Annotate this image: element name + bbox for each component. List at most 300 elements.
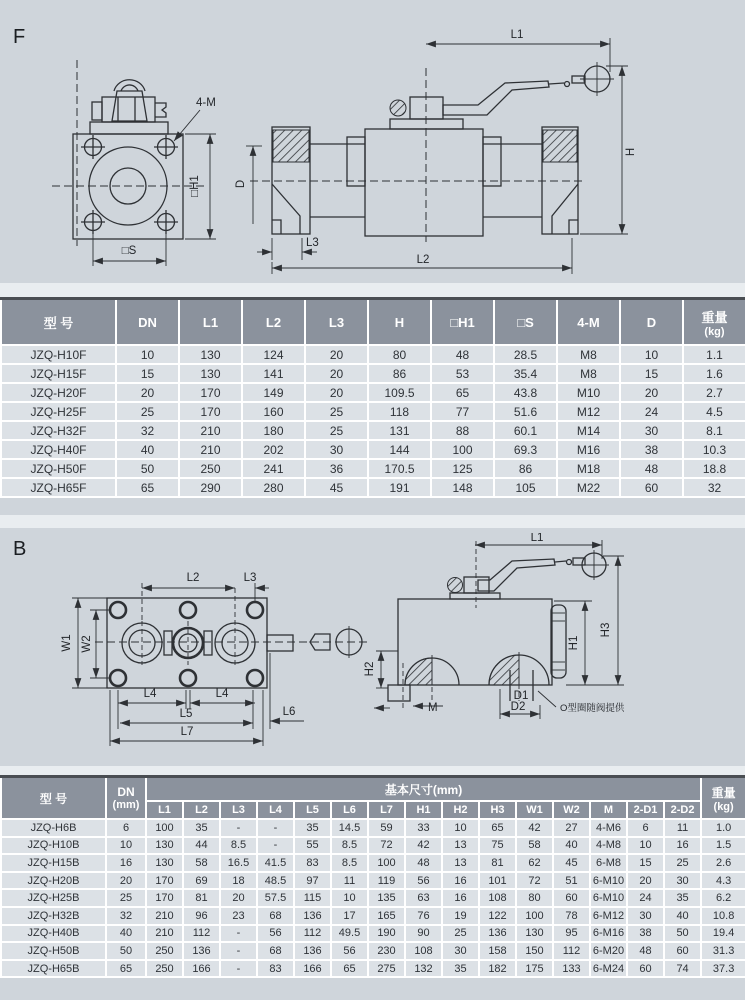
col-header-l1: L1	[179, 299, 242, 346]
dim-label-b-l6: L6	[282, 706, 296, 718]
col-header-m: M	[590, 801, 627, 819]
table-cell: 10	[331, 889, 368, 907]
table-cell: 35.4	[494, 364, 557, 383]
table-cell: 20	[305, 383, 368, 402]
table-cell: 25	[305, 402, 368, 421]
table-cell: 250	[146, 942, 183, 960]
table-f-body	[1, 345, 745, 497]
table-cell: 28.5	[494, 345, 557, 364]
table-cell: 35	[183, 819, 220, 837]
table-cell: M22	[557, 478, 620, 497]
table-cell: 20	[305, 364, 368, 383]
table-cell: 25	[106, 889, 146, 907]
col-header-square-h1: □H1	[431, 299, 494, 346]
table-cell: 88	[431, 421, 494, 440]
table-cell: -	[257, 837, 294, 855]
table-cell: 1.6	[683, 364, 745, 383]
table-cell: 63	[405, 889, 442, 907]
table-cell: 135	[368, 889, 405, 907]
table-cell: JZQ-H15F	[1, 364, 116, 383]
table-cell: 40	[553, 837, 590, 855]
table-row	[1, 925, 745, 943]
table-cell: 4.5	[683, 402, 745, 421]
table-cell: 25	[116, 402, 179, 421]
table-cell: 48	[431, 345, 494, 364]
dn-unit: (mm)	[112, 799, 140, 811]
section-divider	[0, 283, 745, 297]
b-top-view	[61, 572, 370, 746]
table-cell: -	[220, 925, 257, 943]
col-header-l1: L1	[146, 801, 183, 819]
table-cell: 125	[431, 459, 494, 478]
col-header-l3: L3	[220, 801, 257, 819]
table-cell: 96	[183, 907, 220, 925]
table-cell: JZQ-H32F	[1, 421, 116, 440]
col-header-l5: L5	[294, 801, 331, 819]
table-cell: 175	[516, 960, 553, 978]
table-cell: 68	[257, 942, 294, 960]
table-cell: 56	[257, 925, 294, 943]
table-cell: JZQ-H50B	[1, 942, 106, 960]
table-row	[1, 889, 745, 907]
table-cell: 112	[553, 942, 590, 960]
table-cell: 72	[368, 837, 405, 855]
table-row	[1, 854, 745, 872]
table-cell: 10	[627, 837, 664, 855]
table-cell: 6	[627, 819, 664, 837]
table-cell: 59	[368, 819, 405, 837]
section-b-label: B	[13, 538, 27, 560]
table-cell: 60	[627, 960, 664, 978]
table-cell: 42	[405, 837, 442, 855]
table-cell: 13	[442, 854, 479, 872]
table-row	[1, 345, 745, 364]
table-cell: 58	[516, 837, 553, 855]
table-cell: 27	[553, 819, 590, 837]
dim-label-b-l7: L7	[180, 726, 194, 738]
table-cell: 148	[431, 478, 494, 497]
table-cell: 32	[106, 907, 146, 925]
table-cell: 30	[620, 421, 683, 440]
table-cell: 6.2	[701, 889, 745, 907]
table-cell: 130	[146, 854, 183, 872]
table-cell: JZQ-H10F	[1, 345, 116, 364]
table-cell: 60	[620, 478, 683, 497]
col-header-4m: 4-M	[557, 299, 620, 346]
table-cell: 65	[106, 960, 146, 978]
table-cell: 37.3	[701, 960, 745, 978]
table-cell: 15	[620, 364, 683, 383]
col-header-model: 型 号	[1, 777, 106, 820]
table-cell: M14	[557, 421, 620, 440]
table-cell: 144	[368, 440, 431, 459]
col-header-square-s: □S	[494, 299, 557, 346]
table-cell: 32	[683, 478, 745, 497]
table-cell: 10	[442, 819, 479, 837]
table-cell: 38	[620, 440, 683, 459]
table-cell: 16	[106, 854, 146, 872]
dim-label-f-h: H	[625, 147, 637, 157]
table-cell: 210	[146, 907, 183, 925]
table-cell: 112	[294, 925, 331, 943]
table-cell: 16.5	[220, 854, 257, 872]
table-row	[1, 402, 745, 421]
table-cell: M8	[557, 345, 620, 364]
diagram-f	[0, 24, 745, 284]
table-cell: 16	[442, 872, 479, 890]
table-cell: 19.4	[701, 925, 745, 943]
table-cell: 97	[294, 872, 331, 890]
col-header-w1: W1	[516, 801, 553, 819]
dim-label-b-h1: H1	[568, 635, 580, 651]
table-cell: 81	[479, 854, 516, 872]
table-cell: 16	[664, 837, 701, 855]
table-cell: 50	[664, 925, 701, 943]
table-cell: 25	[664, 854, 701, 872]
table-row	[1, 478, 745, 497]
table-cell: 20	[627, 872, 664, 890]
table-b-header-row1	[1, 777, 745, 802]
table-cell: 65	[479, 819, 516, 837]
table-cell: JZQ-H15B	[1, 854, 106, 872]
table-cell: 10	[116, 345, 179, 364]
col-header-l7: L7	[368, 801, 405, 819]
table-cell: JZQ-H20F	[1, 383, 116, 402]
weight-label: 重量	[711, 785, 736, 800]
weight-label: 重量	[701, 309, 728, 325]
table-cell: 250	[146, 960, 183, 978]
dim-label-b-w2: W2	[81, 635, 93, 653]
section-f-label: F	[13, 26, 26, 48]
table-cell: 60.1	[494, 421, 557, 440]
table-cell: 25	[442, 925, 479, 943]
dim-label-b-l2: L2	[186, 572, 200, 584]
table-cell: 15	[116, 364, 179, 383]
table-cell: 101	[479, 872, 516, 890]
table-cell: 8.5	[331, 837, 368, 855]
table-cell: 90	[405, 925, 442, 943]
table-cell: 150	[516, 942, 553, 960]
table-cell: 56	[405, 872, 442, 890]
table-cell: 18.8	[683, 459, 745, 478]
table-cell: 122	[479, 907, 516, 925]
table-cell: 130	[179, 364, 242, 383]
table-cell: 40	[106, 925, 146, 943]
table-cell: 69	[183, 872, 220, 890]
dim-label-b-l3: L3	[243, 572, 257, 584]
table-cell: 130	[516, 925, 553, 943]
col-header-w2: W2	[553, 801, 590, 819]
table-row	[1, 421, 745, 440]
table-cell: 65	[331, 960, 368, 978]
table-cell: 2.6	[701, 854, 745, 872]
table-cell: 6-M16	[590, 925, 627, 943]
table-cell: -	[220, 960, 257, 978]
table-cell: 170	[179, 383, 242, 402]
table-cell: 83	[257, 960, 294, 978]
table-cell: 141	[242, 364, 305, 383]
table-row	[1, 960, 745, 978]
dim-label-f-l3: L3	[306, 237, 319, 249]
table-cell: 10	[106, 837, 146, 855]
table-cell: 20	[116, 383, 179, 402]
table-row	[1, 942, 745, 960]
table-cell: 68	[257, 907, 294, 925]
table-cell: 77	[431, 402, 494, 421]
section-divider	[0, 766, 745, 775]
table-cell: 43.8	[494, 383, 557, 402]
table-row	[1, 907, 745, 925]
dim-label-f-l1: L1	[510, 29, 524, 41]
table-cell: M16	[557, 440, 620, 459]
table-cell: 76	[405, 907, 442, 925]
table-cell: 65	[431, 383, 494, 402]
table-cell: 38	[627, 925, 664, 943]
dim-label-4m: 4-M	[196, 97, 216, 109]
table-cell: 50	[116, 459, 179, 478]
table-row	[1, 440, 745, 459]
table-cell: 42	[516, 819, 553, 837]
table-cell: 10.8	[701, 907, 745, 925]
table-b-block	[0, 775, 745, 978]
table-cell: 60	[664, 942, 701, 960]
dim-label-b-h2: H2	[364, 661, 376, 677]
table-f-header-row	[1, 299, 745, 346]
table-cell: 11	[664, 819, 701, 837]
dim-label-b-l1: L1	[530, 533, 544, 544]
table-cell: 20	[620, 383, 683, 402]
table-cell: 45	[553, 854, 590, 872]
table-cell: 290	[179, 478, 242, 497]
table-cell: 23	[220, 907, 257, 925]
table-cell: 119	[368, 872, 405, 890]
table-cell: 24	[627, 889, 664, 907]
table-cell: 44	[183, 837, 220, 855]
table-cell: 35	[664, 889, 701, 907]
table-cell: 133	[553, 960, 590, 978]
table-cell: JZQ-H50F	[1, 459, 116, 478]
table-cell: 24	[620, 402, 683, 421]
col-header-h: H	[368, 299, 431, 346]
table-cell: 20	[220, 889, 257, 907]
dim-label-square-s: □S	[121, 245, 137, 257]
table-cell: 14.5	[331, 819, 368, 837]
table-cell: 170	[146, 889, 183, 907]
table-cell: 69.3	[494, 440, 557, 459]
table-cell: 124	[242, 345, 305, 364]
table-cell: 48	[627, 942, 664, 960]
col-header-l4: L4	[257, 801, 294, 819]
oring-note: O型圈随阀提供	[560, 703, 625, 714]
table-cell: 86	[494, 459, 557, 478]
table-cell: 170.5	[368, 459, 431, 478]
section-divider	[0, 515, 745, 528]
table-cell: 48.5	[257, 872, 294, 890]
table-row	[1, 819, 745, 837]
f-side-view	[235, 29, 637, 274]
table-cell: 30	[664, 872, 701, 890]
table-cell: 275	[368, 960, 405, 978]
table-row	[1, 459, 745, 478]
table-cell: 58	[183, 854, 220, 872]
f-front-view	[52, 60, 216, 266]
table-cell: 1.0	[701, 819, 745, 837]
col-header-l6: L6	[331, 801, 368, 819]
table-cell: 136	[294, 942, 331, 960]
b-side-view	[364, 533, 625, 719]
table-cell: 56	[331, 942, 368, 960]
table-cell: 15	[627, 854, 664, 872]
table-cell: 19	[442, 907, 479, 925]
table-cell: 35	[442, 960, 479, 978]
table-cell: 136	[183, 942, 220, 960]
col-header-h3: H3	[479, 801, 516, 819]
table-row	[1, 364, 745, 383]
table-cell: 16	[442, 889, 479, 907]
dim-label-f-l2: L2	[416, 254, 430, 266]
table-cell: 1.5	[701, 837, 745, 855]
table-cell: 170	[179, 402, 242, 421]
table-cell: 166	[294, 960, 331, 978]
col-header-basic-dims: 基本尺寸(mm)	[146, 777, 701, 802]
table-cell: 30	[305, 440, 368, 459]
table-cell: 60	[553, 889, 590, 907]
col-header-2d2: 2-D2	[664, 801, 701, 819]
table-cell: 149	[242, 383, 305, 402]
table-cell: JZQ-H40F	[1, 440, 116, 459]
table-cell: 17	[331, 907, 368, 925]
table-cell: 10	[620, 345, 683, 364]
table-cell: 30	[442, 942, 479, 960]
table-cell: 100	[516, 907, 553, 925]
table-cell: 13	[442, 837, 479, 855]
table-cell: 36	[305, 459, 368, 478]
table-cell: 51	[553, 872, 590, 890]
table-cell: 72	[516, 872, 553, 890]
table-cell: 49.5	[331, 925, 368, 943]
table-cell: 4.3	[701, 872, 745, 890]
table-cell: 18	[220, 872, 257, 890]
table-cell: 65	[116, 478, 179, 497]
col-header-l2: L2	[183, 801, 220, 819]
dim-label-b-d1: D1	[513, 690, 529, 702]
table-cell: 35	[294, 819, 331, 837]
table-cell: 75	[479, 837, 516, 855]
table-cell: 11	[331, 872, 368, 890]
table-cell: JZQ-H65B	[1, 960, 106, 978]
table-cell: 6-M20	[590, 942, 627, 960]
table-cell: JZQ-H65F	[1, 478, 116, 497]
table-row	[1, 383, 745, 402]
table-cell: JZQ-H20B	[1, 872, 106, 890]
table-cell: JZQ-H10B	[1, 837, 106, 855]
table-cell: JZQ-H6B	[1, 819, 106, 837]
table-cell: 136	[479, 925, 516, 943]
table-cell: 6-M10	[590, 872, 627, 890]
table-cell: 130	[179, 345, 242, 364]
table-f-flanged	[0, 297, 745, 498]
table-cell: 57.5	[257, 889, 294, 907]
table-cell: 230	[368, 942, 405, 960]
table-cell: 2.7	[683, 383, 745, 402]
col-header-dn: DN	[116, 299, 179, 346]
table-cell: 45	[305, 478, 368, 497]
table-b-body	[1, 819, 745, 977]
table-cell: -	[220, 942, 257, 960]
table-cell: 40	[116, 440, 179, 459]
table-cell: 53	[431, 364, 494, 383]
table-cell: 80	[516, 889, 553, 907]
table-cell: 100	[146, 819, 183, 837]
col-header-weight	[683, 299, 745, 346]
table-cell: 50	[106, 942, 146, 960]
table-cell: 166	[183, 960, 220, 978]
table-cell: 4-M8	[590, 837, 627, 855]
table-cell: 4-M6	[590, 819, 627, 837]
dim-label-b-h3: H3	[600, 622, 612, 638]
table-cell: 158	[479, 942, 516, 960]
col-header-model: 型 号	[1, 299, 116, 346]
weight-unit: (kg)	[713, 800, 734, 813]
col-header-2d1: 2-D1	[627, 801, 664, 819]
table-cell: 20	[305, 345, 368, 364]
table-cell: 25	[305, 421, 368, 440]
table-cell: 210	[179, 440, 242, 459]
table-cell: 280	[242, 478, 305, 497]
table-cell: M12	[557, 402, 620, 421]
weight-unit: (kg)	[704, 325, 725, 338]
col-header-dn	[106, 777, 146, 820]
table-cell: -	[220, 819, 257, 837]
dim-label-b-w1: W1	[61, 634, 73, 652]
dim-label-b-l5: L5	[179, 708, 193, 720]
table-cell: 31.3	[701, 942, 745, 960]
table-cell: 105	[494, 478, 557, 497]
table-cell: 48	[620, 459, 683, 478]
table-cell: 100	[368, 854, 405, 872]
table-cell: 8.5	[220, 837, 257, 855]
table-cell: 112	[183, 925, 220, 943]
table-cell: 6-M10	[590, 889, 627, 907]
table-cell: 40	[664, 907, 701, 925]
dn-label: DN	[117, 785, 135, 799]
table-cell: 160	[242, 402, 305, 421]
dim-label-b-m: M	[428, 702, 438, 714]
table-cell: 8.5	[331, 854, 368, 872]
table-cell: 132	[405, 960, 442, 978]
dim-label-b-l4-right: L4	[215, 688, 229, 700]
table-cell: 30	[627, 907, 664, 925]
table-cell: 86	[368, 364, 431, 383]
table-cell: 241	[242, 459, 305, 478]
table-cell: 100	[431, 440, 494, 459]
table-cell: 6-M24	[590, 960, 627, 978]
table-cell: 118	[368, 402, 431, 421]
table-cell: 81	[183, 889, 220, 907]
dim-label-square-h1: □H1	[189, 175, 201, 197]
table-cell: JZQ-H25B	[1, 889, 106, 907]
table-cell: 170	[146, 872, 183, 890]
table-cell: -	[257, 819, 294, 837]
table-cell: 10.3	[683, 440, 745, 459]
table-cell: 32	[116, 421, 179, 440]
table-cell: 190	[368, 925, 405, 943]
table-cell: 115	[294, 889, 331, 907]
table-cell: 130	[146, 837, 183, 855]
table-cell: 51.6	[494, 402, 557, 421]
table-cell: JZQ-H40B	[1, 925, 106, 943]
table-cell: 55	[294, 837, 331, 855]
